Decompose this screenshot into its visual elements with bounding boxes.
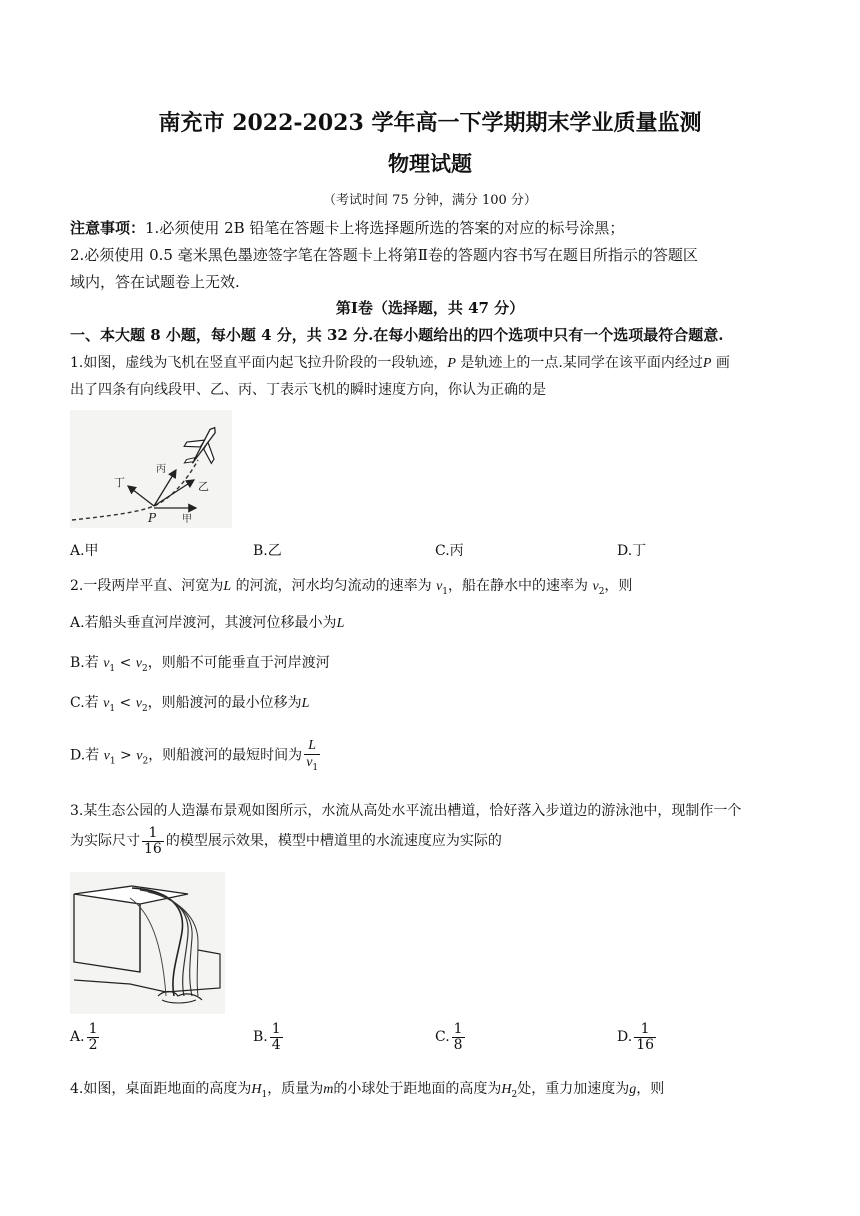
q4-text-b: ，质量为 bbox=[267, 1081, 324, 1097]
q3-stem-line-1: 3.某生态公园的人造瀑布景观如图所示，水流从高处水平流出槽道，恰好落入步道边的游泳池中，现制作一个 bbox=[70, 803, 742, 819]
label-ding: 丁 bbox=[114, 476, 125, 489]
q2-option-b-sub2: 2 bbox=[142, 663, 148, 674]
q3-option-c-den: 8 bbox=[453, 1036, 463, 1053]
q2-option-b-sub1: 1 bbox=[109, 663, 116, 674]
q3-option-d-prefix: D. bbox=[617, 1029, 633, 1046]
q1-point-p-2: P bbox=[702, 356, 712, 371]
q2-option-c-sub2: 2 bbox=[141, 703, 148, 714]
q3-option-b-den: 4 bbox=[271, 1036, 281, 1053]
q3-option-b bbox=[253, 1022, 285, 1052]
q4-var-m: m bbox=[323, 1082, 334, 1097]
section-title: 第Ⅰ卷（选择题，共 47 分） bbox=[335, 299, 525, 317]
q2-option-d-sub1: 1 bbox=[109, 756, 116, 767]
q3-option-d bbox=[617, 1022, 658, 1052]
q2-var-v1: v bbox=[436, 579, 443, 594]
q1-option-a: A.甲 bbox=[70, 543, 99, 559]
q4-sub-2: 2 bbox=[511, 1089, 518, 1100]
q4-text-d: 处，重力加速度为 bbox=[517, 1081, 630, 1097]
q2-var-v2: v bbox=[592, 579, 599, 594]
q2-option-d-v1: v bbox=[103, 748, 110, 764]
q3-option-d-den: 16 bbox=[636, 1036, 655, 1053]
notice-line-1 bbox=[70, 217, 624, 238]
q4-stem bbox=[70, 1078, 664, 1100]
waterfall-sketch bbox=[70, 872, 225, 1014]
q4-var-h2: H bbox=[501, 1082, 512, 1097]
q2-option-d-gt: > bbox=[115, 747, 137, 764]
q1-option-c: C.丙 bbox=[435, 543, 464, 559]
q4-var-g: g bbox=[629, 1082, 637, 1097]
q3-option-a-num: 1 bbox=[88, 1021, 98, 1037]
q2-sub-1: 1 bbox=[442, 586, 449, 597]
q2-option-c-l: L bbox=[301, 696, 310, 711]
q2-option-d bbox=[70, 738, 322, 773]
notice-item-1: 1.必须使用 2B 铅笔在答题卡上将选择题所选的答案的对应的标号涂黑； bbox=[145, 219, 625, 237]
airplane-icon bbox=[177, 419, 229, 475]
q3-figure bbox=[70, 872, 225, 1014]
q2-fraction-l-over-v1 bbox=[304, 738, 320, 773]
label-jia: 甲 bbox=[182, 514, 192, 525]
notice-label: 注意事项： bbox=[70, 219, 146, 237]
label-yi: 乙 bbox=[198, 480, 209, 493]
label-bing: 丙 bbox=[156, 464, 166, 475]
q1-option-d: D.丁 bbox=[617, 543, 647, 559]
arrow-yi bbox=[154, 480, 194, 506]
q2-option-c bbox=[70, 692, 309, 714]
q3-scale-fraction bbox=[142, 826, 164, 856]
q3-text-b: 的模型展示效果，模型中槽道里的水流速度应为实际的 bbox=[165, 833, 502, 850]
q2-option-c-sub1: 1 bbox=[109, 703, 116, 714]
q3-stem-line-2 bbox=[70, 826, 502, 856]
q1-stem-line-1 bbox=[70, 352, 730, 372]
q2-option-a-l: L bbox=[336, 616, 345, 631]
q3-frac-num: 1 bbox=[142, 826, 164, 842]
q2-option-b-v2: v bbox=[135, 656, 143, 671]
q4-var-h1: H bbox=[251, 1082, 262, 1097]
q3-option-b-prefix: B. bbox=[253, 1029, 268, 1046]
q3-option-a bbox=[70, 1022, 101, 1052]
exam-subtitle: 物理试题 bbox=[388, 151, 472, 176]
q1-stem-line-2: 出了四条有向线段甲、乙、丙、丁表示飞机的瞬时速度方向，你认为正确的是 bbox=[70, 382, 546, 398]
q2-option-d-sub2: 2 bbox=[142, 756, 149, 767]
q2-option-b-text-a: B.若 bbox=[70, 655, 104, 671]
q1-text-b: 是轨迹上的一点.某同学在该平面内经过 bbox=[455, 355, 703, 371]
q2-option-c-text-a: C.若 bbox=[70, 695, 104, 711]
q3-option-c-prefix: C. bbox=[435, 1029, 450, 1046]
q2-var-l: L bbox=[223, 579, 232, 594]
q4-sub-1: 1 bbox=[261, 1089, 268, 1100]
q3-option-c-num: 1 bbox=[453, 1021, 463, 1037]
exam-info: （考试时间 75 分钟，满分 100 分） bbox=[323, 193, 537, 208]
q4-text-c: 的小球处于距地面的高度为 bbox=[333, 1081, 502, 1097]
q2-option-a-text: A.若船头垂直河岸渡河，其渡河位移最小为 bbox=[70, 615, 337, 631]
q2-option-b-text-b: ，则船不可能垂直于河岸渡河 bbox=[147, 655, 330, 671]
q2-sub-2: 2 bbox=[598, 586, 605, 597]
airplane-trajectory-diagram bbox=[70, 410, 232, 528]
q2-option-b bbox=[70, 652, 330, 674]
arrow-bing bbox=[154, 470, 176, 506]
q2-text-d: ，则 bbox=[604, 578, 633, 594]
q2-option-b-lt: < bbox=[115, 655, 136, 671]
q3-frac-den: 16 bbox=[144, 840, 162, 857]
q3-option-a-prefix: A. bbox=[70, 1029, 85, 1046]
q2-option-c-lt: < bbox=[115, 695, 136, 711]
q3-option-a-den: 2 bbox=[88, 1036, 98, 1053]
notice-item-2-line-2: 域内，答在试题卷上无效. bbox=[70, 273, 240, 291]
q2-option-c-v1: v bbox=[103, 696, 110, 711]
q2-option-d-text-b: ，则船渡河的最短时间为 bbox=[148, 747, 303, 764]
q2-frac-num-l: L bbox=[308, 738, 317, 753]
q3-option-c bbox=[435, 1022, 467, 1052]
q3-text-a: 为实际尺寸 bbox=[70, 833, 140, 850]
q2-text-a: 2.一段两岸平直、河宽为 bbox=[70, 578, 224, 594]
part-one-heading: 一、本大题 8 小题，每小题 4 分，共 32 分.在每小题给出的四个选项中只有一个选项最符合题意. bbox=[70, 326, 724, 344]
q2-option-c-text-b: ，则船渡河的最小位移为 bbox=[147, 695, 302, 711]
q3-option-b-num: 1 bbox=[271, 1021, 281, 1037]
arrow-ding bbox=[128, 486, 154, 506]
q2-frac-den-sub: 1 bbox=[312, 762, 319, 773]
q3-option-d-num: 1 bbox=[634, 1022, 656, 1038]
q1-option-b: B.乙 bbox=[253, 543, 282, 559]
channel-outline bbox=[74, 886, 188, 904]
notice-item-2-line-1: 2.必须使用 0.5 毫米黑色墨迹签字笔在答题卡上将第Ⅱ卷的答题内容书写在题目所指示的答题区 bbox=[70, 246, 698, 264]
q2-stem bbox=[70, 575, 632, 597]
q1-figure bbox=[70, 410, 232, 528]
q4-text-e: ，则 bbox=[636, 1081, 665, 1097]
q2-option-b-v1: v bbox=[103, 656, 110, 671]
exam-title: 南充市 2022-2023 学年高一下学期期末学业质量监测 bbox=[158, 110, 702, 136]
q2-text-b: 的河流，河水均匀流动的速率为 bbox=[231, 578, 437, 594]
q2-text-c: ，船在静水中的速率为 bbox=[448, 578, 593, 594]
q1-text-a: 1.如图，虚线为飞机在竖直平面内起飞拉升阶段的一段轨迹， bbox=[70, 355, 448, 371]
q2-option-a bbox=[70, 612, 344, 632]
q1-point-p: P bbox=[447, 356, 456, 371]
label-p: P bbox=[148, 511, 157, 525]
q2-option-c-v2: v bbox=[135, 696, 142, 711]
q2-option-d-text-a: D.若 bbox=[70, 747, 104, 764]
q4-text-a: 4.如图，桌面距地面的高度为 bbox=[70, 1081, 252, 1097]
q2-frac-den-v: v bbox=[306, 754, 313, 770]
q2-option-d-v2: v bbox=[136, 748, 143, 764]
q1-text-c: 画 bbox=[711, 355, 730, 371]
